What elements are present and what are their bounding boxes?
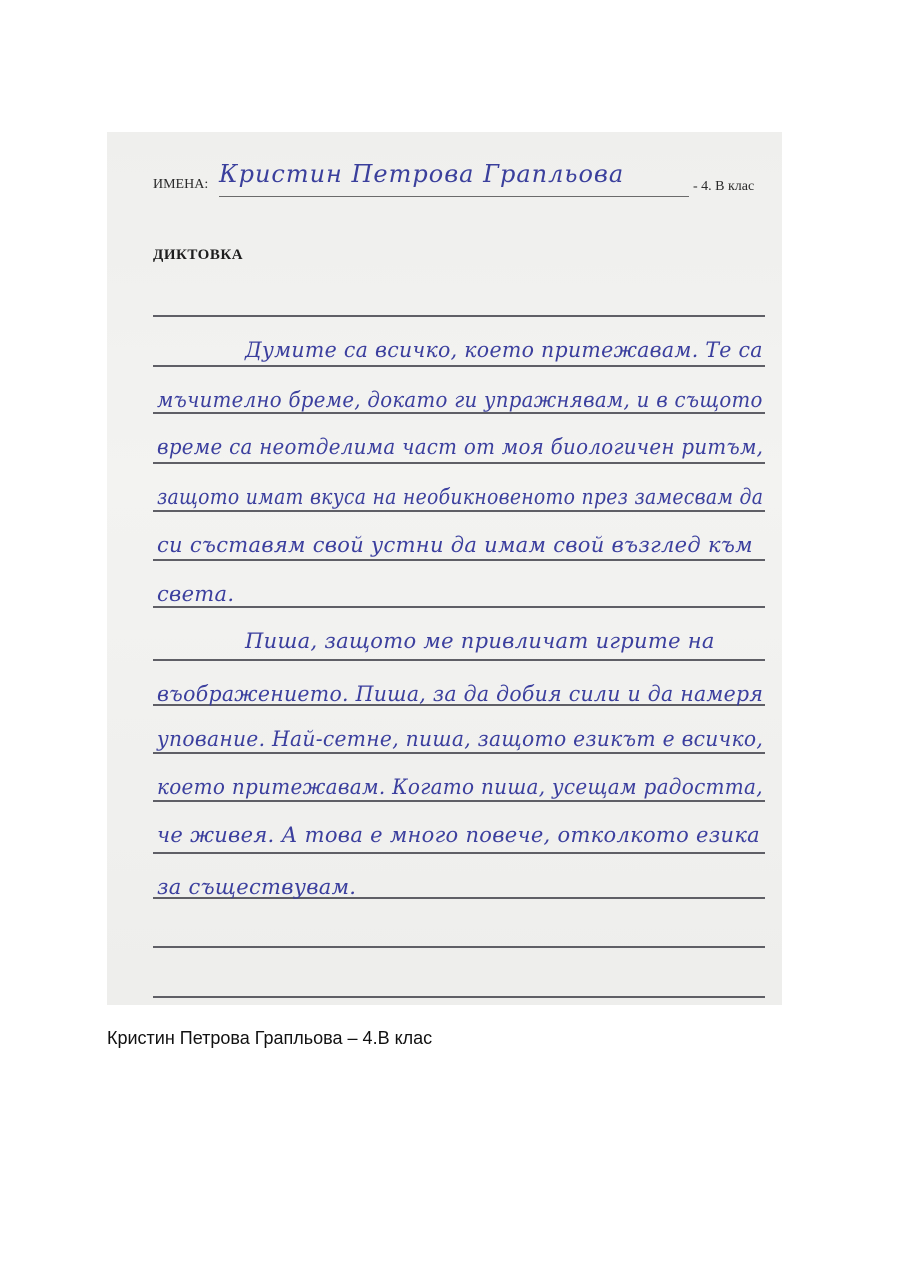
- ruled-line: [153, 606, 765, 608]
- handwritten-line: упование. Най-сетне, пиша, защото езикът е всичко,: [157, 727, 764, 751]
- ruled-line: [153, 510, 765, 512]
- handwritten-line: си съставям свой устни да имам свой възглед към: [157, 533, 753, 557]
- handwritten-line: за съществувам.: [157, 875, 357, 899]
- ruled-line: [153, 315, 765, 317]
- handwritten-line: мъчително бреме, докато ги упражнявам, и в същото: [157, 388, 763, 412]
- handwritten-line: света.: [157, 582, 235, 606]
- names-label: ИМЕНА:: [153, 177, 209, 192]
- handwritten-line: въображението. Пиша, за да добия сили и да намеря: [157, 682, 764, 706]
- dictation-title: ДИКТОВКА: [153, 247, 244, 263]
- student-name-handwritten: Кристин Петрова Грапльова: [219, 160, 625, 188]
- ruled-line: [153, 412, 765, 414]
- name-underline: [219, 196, 689, 197]
- handwritten-line: че живея. А това е много повече, отколкото езика: [157, 823, 760, 847]
- ruled-line: [153, 996, 765, 998]
- ruled-line: [153, 365, 765, 367]
- handwritten-line: което притежавам. Когато пиша, усещам радостта,: [157, 775, 763, 799]
- ruled-line: [153, 462, 765, 464]
- dictation-sheet-photo: [107, 132, 782, 1005]
- class-label: - 4. В клас: [693, 179, 755, 194]
- ruled-line: [153, 559, 765, 561]
- ruled-line: [153, 946, 765, 948]
- handwritten-line: Пиша, защото ме привличат игрите на: [245, 629, 715, 653]
- handwritten-line: Думите са всичко, което притежавам. Те са: [245, 338, 763, 362]
- handwritten-line: време са неотделима част от моя биологичен ритъм,: [157, 435, 764, 459]
- ruled-line: [153, 852, 765, 854]
- document-caption: Кристин Петрова Грапльова – 4.В клас: [107, 1028, 433, 1048]
- ruled-line: [153, 752, 765, 754]
- handwritten-line: защото имат вкуса на необикновеното през замесвам да: [157, 485, 764, 509]
- ruled-line: [153, 800, 765, 802]
- ruled-line: [153, 659, 765, 661]
